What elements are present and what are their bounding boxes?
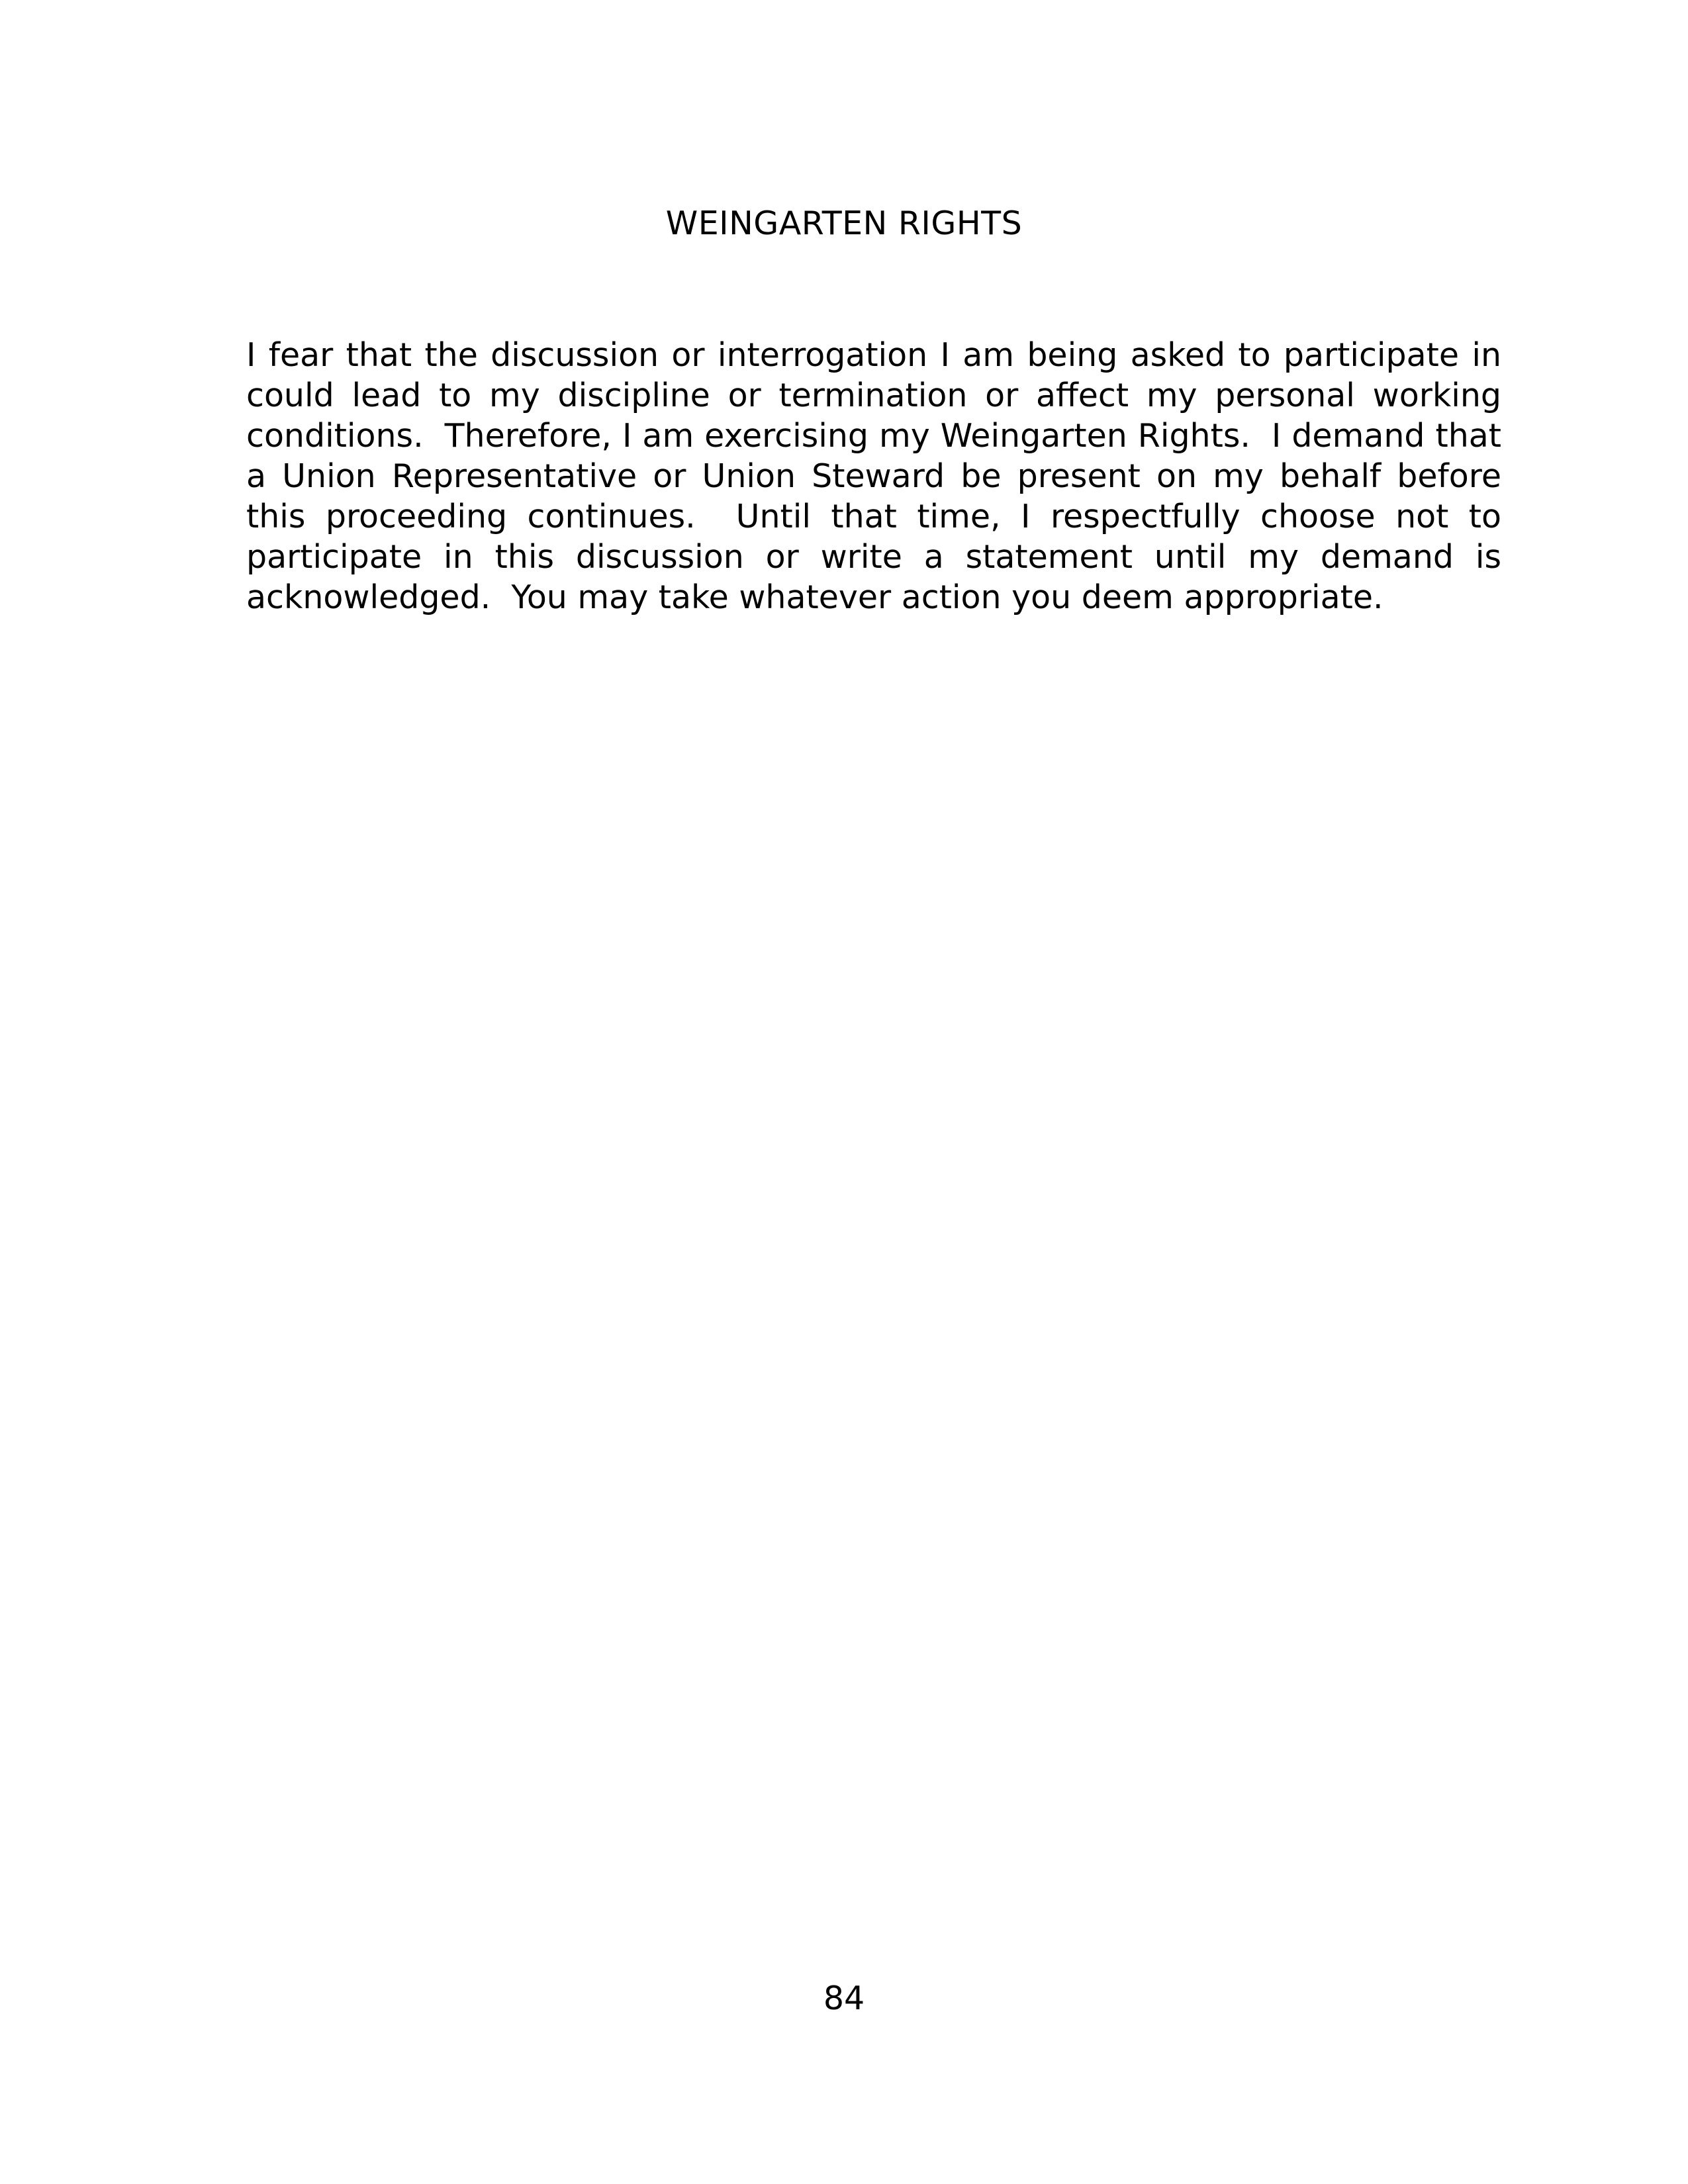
page-number: 84 <box>823 1979 865 2017</box>
body-paragraph: I fear that the discussion or interrogation I am being asked to participate in could lead to my discipline or termination or affect my personal working conditions. Therefore, I am exercising my Weingarten Rights. I demand that a Union Representative or Union Steward be present on my behalf before this proceeding continues. Until that time, I respectfully choose not to participate in this discussion or write a statement until my demand is acknowledged. You may take whatever action you deem appropriate. <box>246 336 1512 616</box>
document-title: WEINGARTEN RIGHTS <box>665 205 1023 242</box>
